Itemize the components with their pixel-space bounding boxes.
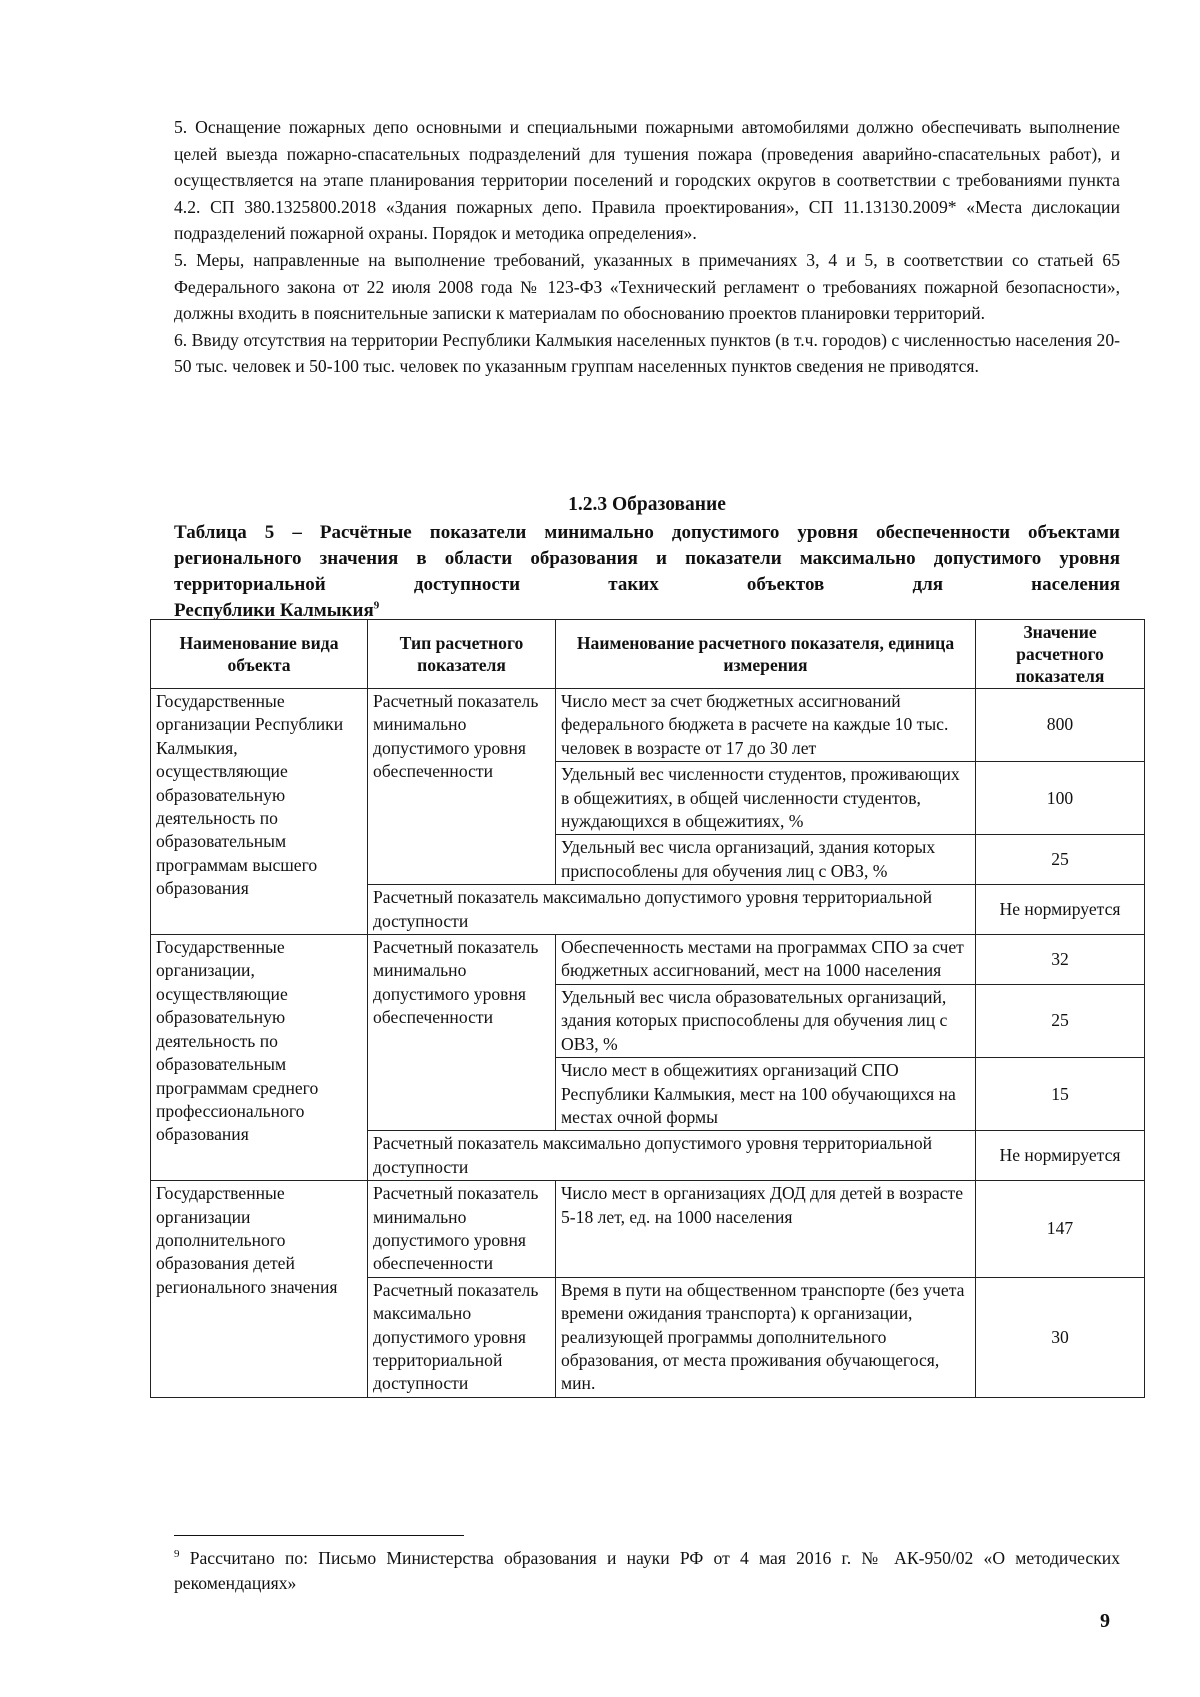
table-row — [151, 1181, 1145, 1278]
header-type: Тип расчетного показателя — [368, 620, 556, 689]
indicator-type-cell: Расчетный показатель максимально допустимого уровня территориальной доступности — [368, 1277, 556, 1397]
indicator-name-cell: Число мест в организациях ДОД для детей в возрасте 5-18 лет, ед. на 1000 населения — [556, 1181, 976, 1278]
table-row — [151, 689, 1145, 762]
max-indicator-cell: Расчетный показатель максимально допустимого уровня территориальной доступности — [368, 1131, 976, 1181]
indicator-value-cell: Не нормируется — [976, 885, 1145, 935]
object-name-cell: Государственные организации Республики Калмыкия, осуществляющие образовательную деятельность по образовательным программам высшего образования — [151, 689, 368, 935]
footnote-mark: 9 — [174, 1548, 180, 1561]
indicator-value-cell: 15 — [976, 1058, 1145, 1131]
paragraph-absence: 6. Ввиду отсутствия на территории Республики Калмыкия населенных пунктов (в т.ч. городов) с численностью населения 20-50 тыс. человек и 50-100 тыс. человек по указанным группам населенных пунктов сведения не приводятся. — [174, 329, 1120, 377]
table-row — [151, 935, 1145, 985]
footnote-ref[interactable]: 9 — [373, 599, 380, 612]
footnote-text: Рассчитано по: Письмо Министерства образования и науки РФ от 4 мая 2016 г. № АК-950/02 «О методических рекомендациях» — [174, 1548, 1120, 1593]
indicator-value-cell: 100 — [976, 762, 1145, 835]
header-value: Значение расчетного показателя — [976, 620, 1145, 689]
indicator-name-cell: Время в пути на общественном транспорте (без учета времени ожидания транспорта) к организации, реализующей программы дополнительного образования, от места проживания обучающегося, мин. — [556, 1277, 976, 1397]
header-object: Наименование вида объекта — [151, 620, 368, 689]
table-caption-text: Таблица 5 – Расчётные показатели минимально допустимого уровня обеспеченности объектами регионального значения в области образования и показатели максимально допустимого уровня территориальной доступности таких объектов для населения — [174, 522, 1120, 595]
header-indicator: Наименование расчетного показателя, единица измерения — [556, 620, 976, 689]
indicator-type-cell: Расчетный показатель минимально допустимого уровня обеспеченности — [368, 935, 556, 1131]
footnote-separator — [174, 1535, 464, 1536]
indicator-value-cell: 25 — [976, 835, 1145, 885]
page-number: 9 — [1100, 1610, 1110, 1632]
paragraph-depot-equipment: 5. Оснащение пожарных депо основными и специальными пожарными автомобилями должно обеспечивать выполнение целей выезда пожарно-спасательных подразделений для тушения пожара (проведения аварийно-спасательных работ), и осуществляется на этапе планирования территории поселений и городских округов в соответствии с требованиями пункта 4.2. СП 380.1325800.2018 «Здания пожарных депо. Правила проектирования», СП 11.13130.2009* «Места дислокации подразделений пожарной охраны. Порядок и методика определения». — [174, 117, 1120, 244]
table-caption — [174, 520, 1120, 624]
indicator-type-cell: Расчетный показатель минимально допустимого уровня обеспеченности — [368, 1181, 556, 1278]
indicator-value-cell: 32 — [976, 935, 1145, 985]
table-header-row — [151, 620, 1145, 689]
object-name-cell: Государственные организации дополнительного образования детей регионального значения — [151, 1181, 368, 1398]
indicator-type-cell: Расчетный показатель минимально допустимого уровня обеспеченности — [368, 689, 556, 885]
indicator-value-cell: 25 — [976, 984, 1145, 1057]
max-indicator-cell: Расчетный показатель максимально допустимого уровня территориальной доступности — [368, 885, 976, 935]
body-text — [174, 114, 1120, 380]
object-name-cell: Государственные организации, осуществляющие образовательную деятельность по образовательным программам среднего профессионального образования — [151, 935, 368, 1181]
education-norms-table — [150, 619, 1145, 1398]
paragraph-measures: 5. Меры, направленные на выполнение требований, указанных в примечаниях 3, 4 и 5, в соответствии со статьей 65 Федерального закона от 22 июля 2008 года № 123-ФЗ «Технический регламент о требованиях пожарной безопасности», должны входить в пояснительные записки к материалам по обоснованию проектов планировки территорий. — [174, 249, 1120, 324]
table-caption-region: Республики Калмыкия — [174, 600, 374, 621]
indicator-value-cell: 30 — [976, 1277, 1145, 1397]
section-heading: 1.2.3 Образование — [568, 494, 726, 515]
indicator-value-cell: 147 — [976, 1181, 1145, 1278]
indicator-name-cell: Обеспеченность местами на программах СПО за счет бюджетных ассигнований, мест на 1000 населения — [556, 935, 976, 985]
indicator-name-cell: Удельный вес числа образовательных организаций, здания которых приспособлены для обучения лиц с ОВЗ, % — [556, 984, 976, 1057]
indicator-name-cell: Удельный вес числа организаций, здания которых приспособлены для обучения лиц с ОВЗ, % — [556, 835, 976, 885]
indicator-name-cell: Число мест за счет бюджетных ассигнований федерального бюджета в расчете на каждые 10 тыс. человек в возрасте от 17 до 30 лет — [556, 689, 976, 762]
indicator-name-cell: Удельный вес численности студентов, проживающих в общежитиях, в общей численности студентов, нуждающихся в общежитиях, % — [556, 762, 976, 835]
indicator-value-cell: Не нормируется — [976, 1131, 1145, 1181]
footnote — [174, 1546, 1120, 1596]
indicator-name-cell: Число мест в общежитиях организаций СПО Республики Калмыкия, мест на 100 обучающихся на местах очной формы — [556, 1058, 976, 1131]
indicator-value-cell: 800 — [976, 689, 1145, 762]
